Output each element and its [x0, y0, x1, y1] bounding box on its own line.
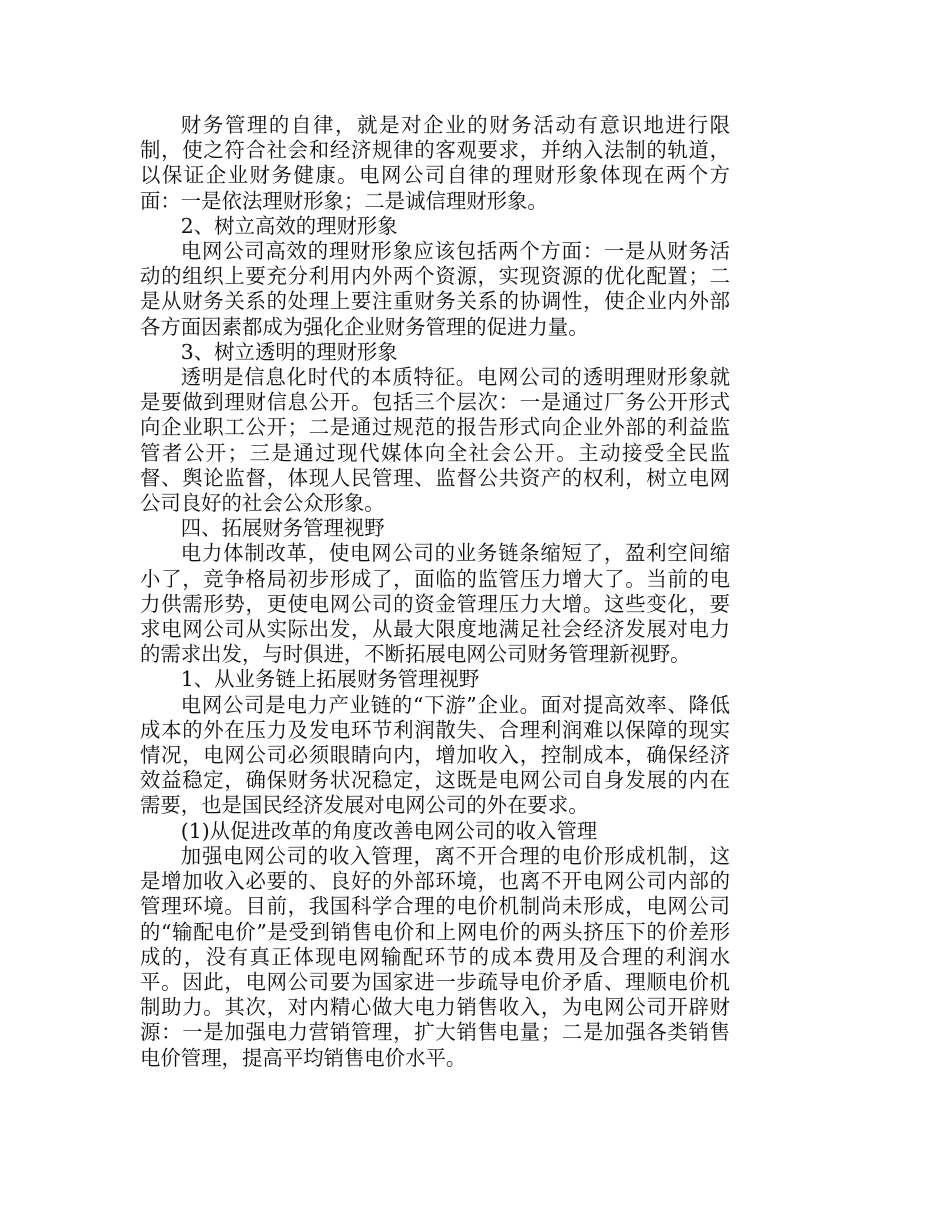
document-page	[140, 113, 730, 1071]
paragraph-expand-vision: 电力体制改革，使电网公司的业务链条缩短了，盈利空间缩小了，竞争格局初步形成了，面临的监管压力增大了。当前的电力供需形势，更使电网公司的资金管理压力大增。这些变化，要求电网公司从实际出发，从最大限度地满足社会经济发展对电力的需求出发，与时俱进，不断拓展电网公司财务管理新视野。	[140, 541, 730, 667]
heading-income-management: (1)从促进改革的角度改善电网公司的收入管理	[180, 818, 598, 843]
heading-expand-vision: 四、拓展财务管理视野	[180, 516, 385, 541]
paragraph-transparent-image: 透明是信息化时代的本质特征。电网公司的透明理财形象就是要做到理财信息公开。包括三个层次：一是通过厂务公开形式向企业职工公开；二是通过规范的报告形式向企业外部的利益监管者公开；三是通过现代媒体向全社会公开。主动接受全民监督、舆论监督，体现人民管理、监督公共资产的权利，树立电网公司良好的社会公众形象。	[140, 365, 730, 516]
paragraph-self-discipline: 财务管理的自律，就是对企业的财务活动有意识地进行限制，使之符合社会和经济规律的客观要求，并纳入法制的轨道，以保证企业财务健康。电网公司自律的理财形象体现在两个方面：一是依法理财形象；二是诚信理财形象。	[140, 113, 730, 213]
paragraph-business-chain: 电网公司是电力产业链的“下游”企业。面对提高效率、降低成本的外在压力及发电环节利润散失、合理利润难以保障的现实情况，电网公司必须眼睛向内，增加收入，控制成本，确保经济效益稳定，确保财务状况稳定，这既是电网公司自身发展的内在需要，也是国民经济发展对电网公司的外在要求。	[140, 692, 730, 818]
paragraph-income-management: 加强电网公司的收入管理，离不开合理的电价形成机制，这是增加收入必要的、良好的外部环境，也离不开电网公司内部的管理环境。目前，我国科学合理的电价机制尚未形成，电网公司的“输配电价”是受到销售电价和上网电价的两头挤压下的价差形成的，没有真正体现电网输配环节的成本费用及合理的利润水平。因此，电网公司要为国家进一步疏导电价矛盾、理顺电价机制助力。其次，对内精心做大电力销售收入，为电网公司开辟财源：一是加强电力营销管理，扩大销售电量；二是加强各类销售电价管理，提高平均销售电价水平。	[140, 843, 730, 1070]
heading-business-chain: 1、从业务链上拓展财务管理视野	[180, 667, 480, 692]
paragraph-efficient-image: 电网公司高效的理财形象应该包括两个方面：一是从财务活动的组织上要充分利用内外两个资源，实现资源的优化配置；二是从财务关系的处理上要注重财务关系的协调性，使企业内外部各方面因素都成为强化企业财务管理的促进力量。	[140, 239, 730, 339]
heading-efficient-image: 2、树立高效的理财形象	[180, 213, 398, 238]
heading-transparent-image: 3、树立透明的理财形象	[180, 339, 398, 364]
